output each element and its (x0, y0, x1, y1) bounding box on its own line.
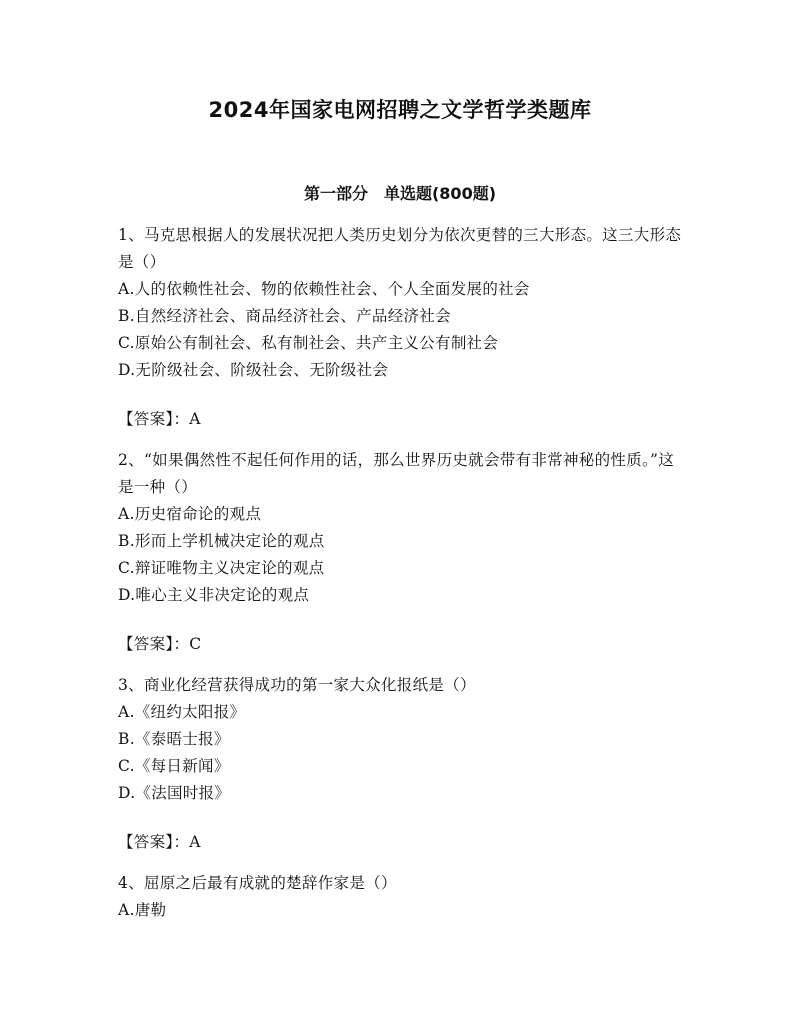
question-2 (118, 447, 682, 658)
answer-value: C (189, 635, 202, 653)
option-c: C.辩证唯物主义决定论的观点 (118, 559, 325, 577)
section-title: 第一部分 单选题(800题) (303, 184, 497, 203)
question-text: 1、马克思根据人的发展状况把人类历史划分为依次更替的三大形态。这三大形态是（） (118, 226, 682, 271)
answer-line (118, 829, 682, 856)
option-a: A.历史宿命论的观点 (118, 505, 262, 523)
option-d: D.无阶级社会、阶级社会、无阶级社会 (118, 361, 389, 379)
option-a: A.唐勒 (118, 901, 167, 919)
answer-line (118, 631, 682, 658)
document-title: 2024年国家电网招聘之文学哲学类题库 (208, 98, 592, 122)
option-b: B.自然经济社会、商品经济社会、产品经济社会 (118, 307, 451, 325)
question-4 (118, 870, 682, 924)
answer-label: 【答案】： (118, 635, 190, 653)
question-text: 2、“如果偶然性不起任何作用的话，那么世界历史就会带有非常神秘的性质。”这是一种（） (118, 451, 675, 496)
option-d: D.唯心主义非决定论的观点 (118, 586, 310, 604)
answer-label: 【答案】： (118, 410, 190, 428)
answer-line (118, 406, 682, 433)
option-a: A.《纽约太阳报》 (118, 703, 246, 721)
option-b: B.形而上学机械决定论的观点 (118, 532, 325, 550)
option-c: C.原始公有制社会、私有制社会、共产主义公有制社会 (118, 334, 499, 352)
option-b: B.《泰晤士报》 (118, 730, 230, 748)
option-a: A.人的依赖性社会、物的依赖性社会、个人全面发展的社会 (118, 280, 530, 298)
question-text: 3、商业化经营获得成功的第一家大众化报纸是（） (118, 676, 476, 694)
answer-label: 【答案】： (118, 833, 190, 851)
option-d: D.《法国时报》 (118, 784, 231, 802)
question-text: 4、屈原之后最有成就的楚辞作家是（） (118, 874, 397, 892)
option-c: C.《每日新闻》 (118, 757, 230, 775)
question-3 (118, 672, 682, 856)
answer-value: A (189, 410, 201, 428)
answer-value: A (189, 833, 201, 851)
question-1 (118, 222, 682, 433)
